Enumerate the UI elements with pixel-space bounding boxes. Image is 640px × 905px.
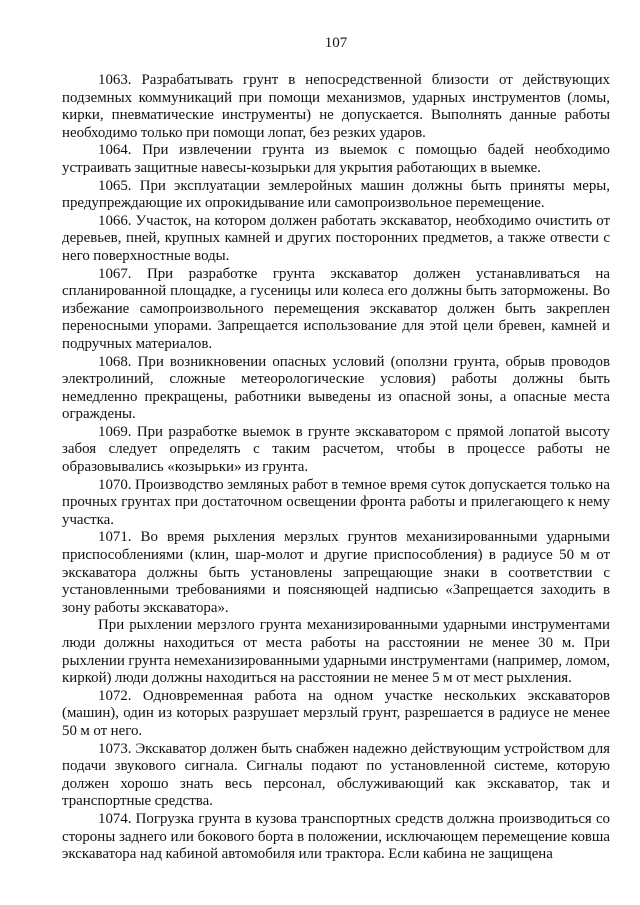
paragraph-1066: 1066. Участок, на котором должен работать экскаватор, необходимо очистить от деревьев, пней, крупных камней и других посторонних предметов, а также отвести с него поверхностные воды.	[62, 212, 610, 264]
paragraph-1073: 1073. Экскаватор должен быть снабжен надежно действующим устройством для подачи звукового сигнала. Сигналы подают по установленной системе, которую должен хорошо знать весь персонал, обслуживающий как экскаватор, так и транспортные средства.	[62, 740, 610, 810]
paragraph-1067: 1067. При разработке грунта экскаватор должен устанавливаться на спланированной площадке, а гусеницы или колеса его должны быть заторможены. Во избежание самопроизвольного перемещения экскаватор должен быть закреплен переносными упорами. Запрещается использование для этой цели бревен, камней и подручных материалов.	[62, 265, 610, 352]
paragraph-1072: 1072. Одновременная работа на одном участке нескольких экскаваторов (машин), один из которых разрушает мерзлый грунт, разрешается в радиусе не менее 50 м от него.	[62, 687, 610, 739]
paragraph-1071: 1071. Во время рыхления мерзлых грунтов механизированными ударными приспособлениями (клин, шар-молот и другие приспособления) в радиусе 50 м от экскаватора должны быть установлены запрещающие знаки в соответствии с установленными требованиями и поясняющей надписью «Запрещается заходить в зону работы экскаватора».	[62, 529, 610, 616]
paragraph-1069: 1069. При разработке выемок в грунте экскаватором с прямой лопатой высоту забоя следует определять с таким расчетом, чтобы в процессе работы не образовывались «козырьки» из грунта.	[62, 423, 610, 476]
paragraph-1068: 1068. При возникновении опасных условий (оползни грунта, обрыв проводов электролиний, сложные метеорологические условия) работы должны быть немедленно прекращены, работники выведены из опасной зоны, а опасные места ограждены.	[62, 353, 610, 423]
paragraph-1071-continued: При рыхлении мерзлого грунта механизированными ударными инструментами люди должны находиться от места работы на расстоянии не менее 30 м. При рыхлении грунта немеханизированными ударными инструментами (например, ломом, киркой) люди должны находиться на расстоянии не менее 5 м от мест рыхления.	[62, 617, 610, 687]
paragraph-1064: 1064. При извлечении грунта из выемок с помощью бадей необходимо устраивать защитные навесы-козырьки для укрытия работающих в выемке.	[62, 142, 610, 176]
document-page	[62, 34, 610, 864]
page-number: 107	[324, 35, 348, 51]
paragraph-1063: 1063. Разрабатывать грунт в непосредственной близости от действующих подземных коммуникаций при помощи механизмов, ударных инструментов (ломы, кирки, пневматические инструменты) не допускается. Выполнять данные работы необходимо только при помощи лопат, без резких ударов.	[62, 72, 610, 141]
paragraph-1065: 1065. При эксплуатации землеройных машин должны быть приняты меры, предупреждающие их опрокидывание или самопроизвольное перемещение.	[62, 177, 610, 212]
paragraph-1074: 1074. Погрузка грунта в кузова транспортных средств должна производиться со стороны заднего или бокового борта в положении, исключающем перемещение ковша экскаватора над кабиной автомобиля или трактора. Если кабина не защищена	[62, 810, 610, 863]
paragraph-1070: 1070. Производство земляных работ в темное время суток допускается только на прочных грунтах при достаточном освещении фронта работы и прилегающего к нему участка.	[62, 476, 610, 528]
